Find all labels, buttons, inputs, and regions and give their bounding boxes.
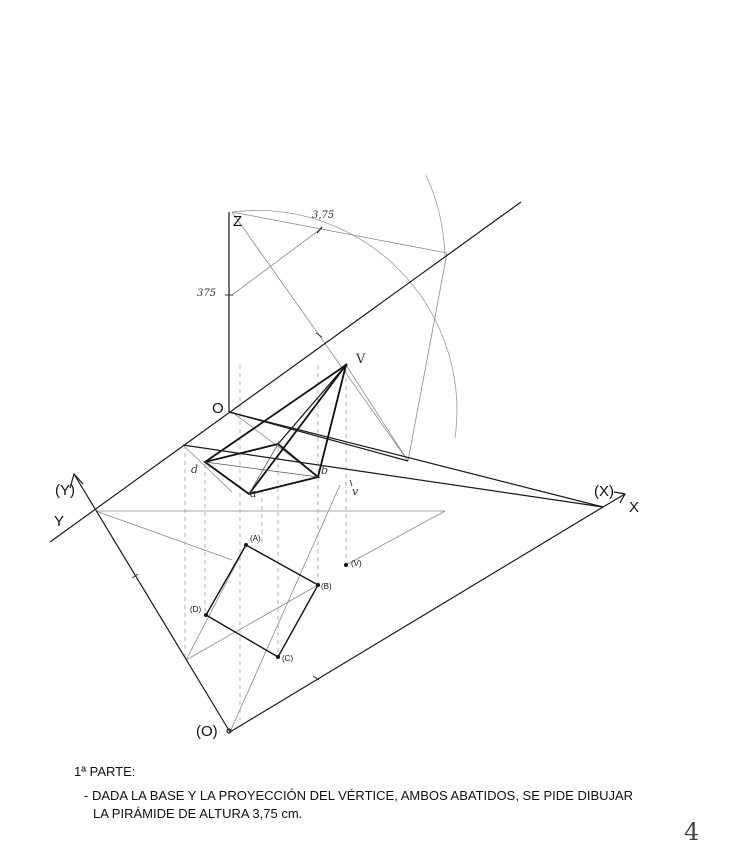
origin-label: O (212, 400, 224, 417)
o-paren-label: (O) (196, 723, 218, 740)
folded-base (206, 545, 318, 657)
folded-v-label: (V) (351, 559, 362, 568)
construction-arc-small (426, 175, 445, 258)
construction-arc (232, 210, 457, 438)
x-paren-label: (X) (594, 483, 614, 500)
y-paren-label: (Y) (55, 482, 75, 499)
folded-square (206, 545, 318, 657)
point-v-lower-label: v (352, 485, 359, 498)
dimension-label-axis: 375 (197, 288, 217, 299)
folded-a-label: (A) (250, 534, 261, 543)
axis-lines (50, 202, 625, 732)
arrowheads (70, 227, 625, 733)
z-axis-label: Z (233, 213, 243, 230)
x-axis-label: X (629, 499, 640, 516)
folded-d-label: (D) (190, 605, 202, 614)
pyramid-base (205, 444, 318, 494)
point-d-label: d (191, 463, 199, 476)
horizontal-trace (183, 445, 603, 507)
o-paren-to-x (230, 507, 603, 732)
caption-title: 1ª PARTE: (74, 764, 136, 779)
dimension-label-top: 3,75 (312, 210, 335, 221)
folded-b-label: (B) (321, 582, 332, 591)
vertex-v-label: V (356, 352, 366, 367)
y-axis-label: Y (54, 513, 65, 530)
projection-dashed-lines (185, 365, 346, 720)
caption-line-2: LA PIRÁMIDE DE ALTURA 3,75 cm. (93, 806, 303, 821)
point-b-label: b (321, 464, 329, 477)
folded-c-label: (C) (282, 654, 294, 663)
long-diagonal-axis (50, 202, 521, 542)
caption-line-1: - DADA LA BASE Y LA PROYECCIÓN DEL VÉRTICE, AMBOS ABATIDOS, SE PIDE DIBUJAR (84, 788, 634, 803)
page-number: 4 (684, 818, 700, 846)
point-a-label: a (250, 487, 257, 500)
y-axis (74, 474, 230, 732)
